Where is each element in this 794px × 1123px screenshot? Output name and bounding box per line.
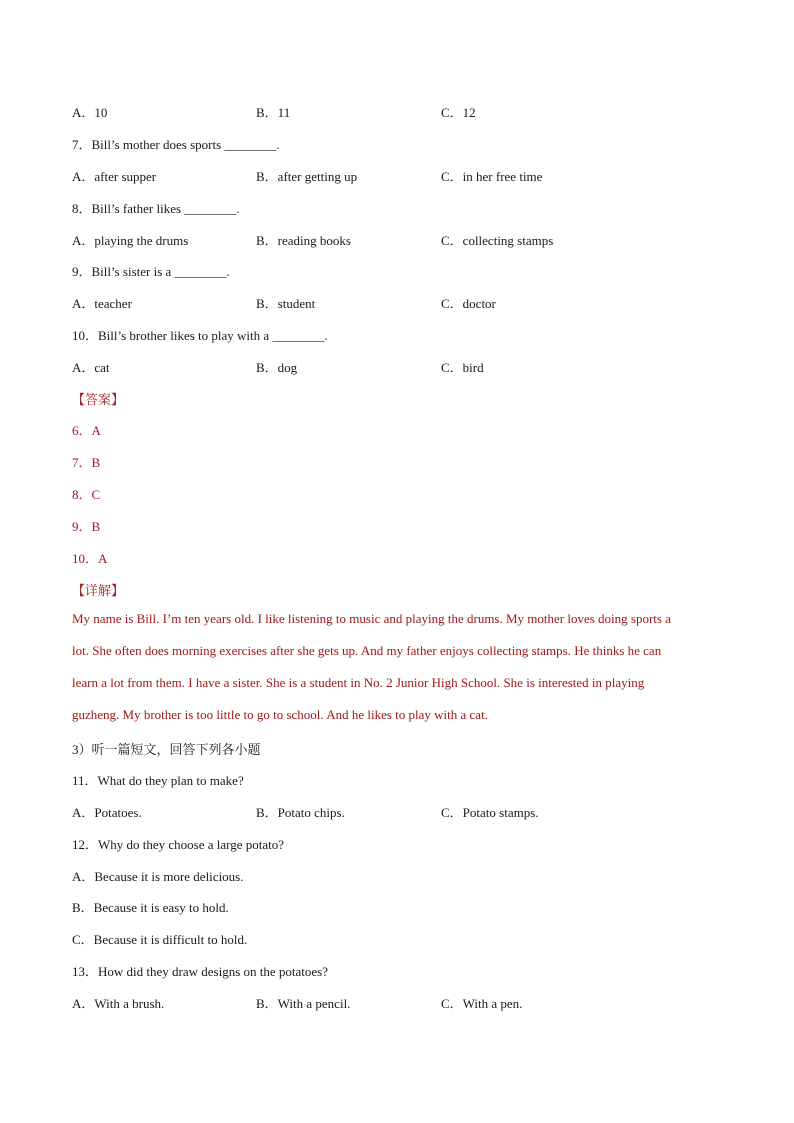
- q13-option-b: B．With a pencil.: [256, 996, 351, 1011]
- section-3-title: 3）听一篇短文，回答下列各小题: [72, 742, 261, 757]
- q10-option-b: B．dog: [256, 360, 298, 375]
- q6-option-a: A．10: [72, 105, 108, 120]
- q9-option-c: C．doctor: [441, 296, 496, 311]
- detail-line-2: lot. She often does morning exercises after she gets up. And my father enjoys collecting stamps. He thinks he can: [72, 643, 662, 658]
- answer-10: 10．A: [72, 551, 108, 566]
- q11-option-c: C．Potato stamps.: [441, 805, 539, 820]
- q8-option-b: B．reading books: [256, 233, 351, 248]
- q6-option-c: C．12: [441, 105, 476, 120]
- q12-option-a: A．Because it is more delicious.: [72, 869, 244, 884]
- answer-heading: 【答案】: [72, 392, 125, 407]
- q13-option-a: A．With a brush.: [72, 996, 165, 1011]
- q12-option-b: B．Because it is easy to hold.: [72, 900, 229, 915]
- q8-option-a: A．playing the drums: [72, 233, 189, 248]
- q7-option-c: C．in her free time: [441, 169, 543, 184]
- q10-option-c: C．bird: [441, 360, 484, 375]
- question-11: 11．What do they plan to make?: [72, 773, 244, 788]
- question-9: 9．Bill’s sister is a ________.: [72, 264, 230, 279]
- answer-9: 9．B: [72, 519, 101, 534]
- q6-option-b: B．11: [256, 105, 291, 120]
- q9-option-b: B．student: [256, 296, 316, 311]
- detail-line-1: My name is Bill. I’m ten years old. I like listening to music and playing the drums. My mother loves doing sports a: [72, 611, 672, 626]
- q12-option-c: C．Because it is difficult to hold.: [72, 932, 248, 947]
- q10-option-a: A．cat: [72, 360, 110, 375]
- q7-option-a: A．after supper: [72, 169, 157, 184]
- question-12: 12．Why do they choose a large potato?: [72, 837, 285, 852]
- answer-7: 7．B: [72, 455, 101, 470]
- detail-line-3: learn a lot from them. I have a sister. She is a student in No. 2 Junior High School. She is interested in playing: [72, 675, 645, 690]
- answer-8: 8．C: [72, 487, 101, 502]
- q11-option-b: B．Potato chips.: [256, 805, 345, 820]
- question-7: 7．Bill’s mother does sports ________.: [72, 137, 280, 152]
- question-8: 8．Bill’s father likes ________.: [72, 201, 240, 216]
- question-10: 10．Bill’s brother likes to play with a ________.: [72, 328, 328, 343]
- question-13: 13．How did they draw designs on the potatoes?: [72, 964, 328, 979]
- q13-option-c: C．With a pen.: [441, 996, 523, 1011]
- answer-6: 6．A: [72, 423, 101, 438]
- q9-option-a: A．teacher: [72, 296, 132, 311]
- detail-line-4: guzheng. My brother is too little to go to school. And he likes to play with a cat.: [72, 707, 488, 722]
- q11-option-a: A．Potatoes.: [72, 805, 142, 820]
- q7-option-b: B．after getting up: [256, 169, 358, 184]
- q8-option-c: C．collecting stamps: [441, 233, 554, 248]
- detail-heading: 【详解】: [72, 583, 125, 598]
